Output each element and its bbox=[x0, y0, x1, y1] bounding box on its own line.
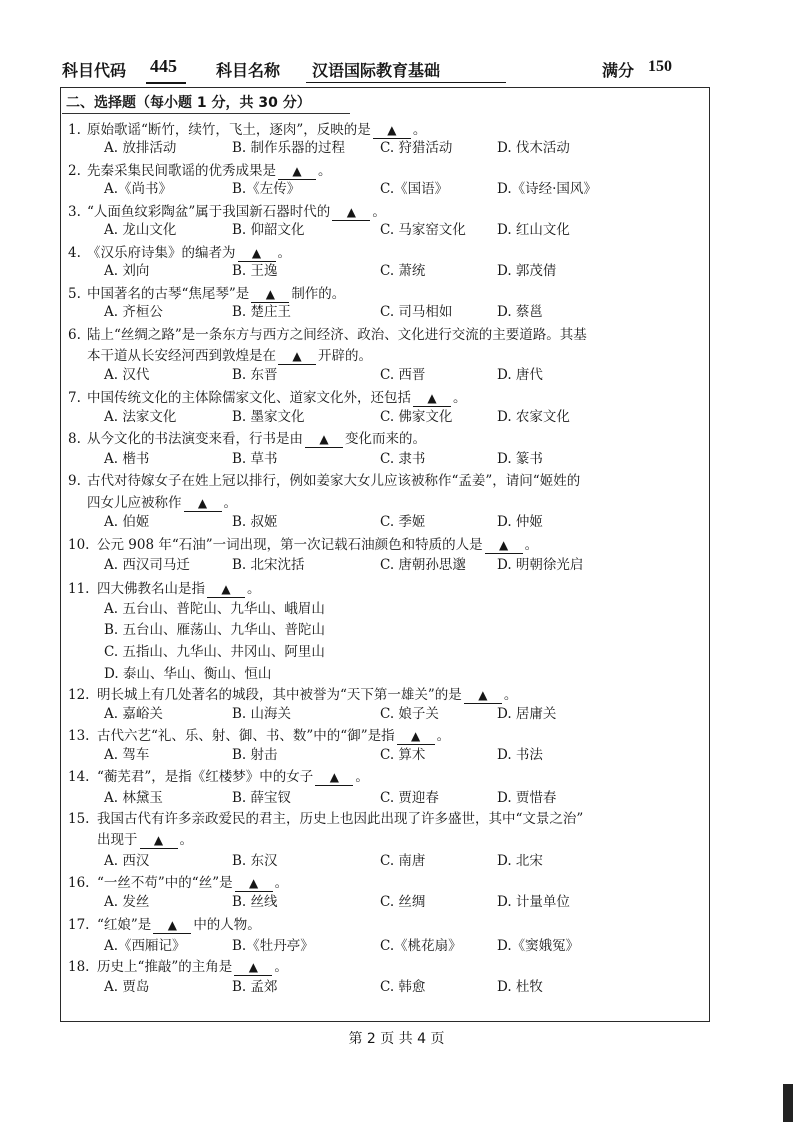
answer-option[interactable]: B. 丝线 bbox=[232, 894, 278, 910]
question-text: 从今文化的书法演变来看，行书是由 bbox=[87, 431, 303, 447]
answer-blank[interactable] bbox=[184, 495, 222, 512]
question-text-line bbox=[87, 347, 372, 365]
blank-marker-icon: ▲ bbox=[387, 123, 397, 137]
question-text-line bbox=[97, 727, 450, 745]
blank-marker-icon: ▲ bbox=[221, 582, 231, 596]
scan-edge-mark bbox=[783, 1084, 793, 1122]
section-divider bbox=[62, 113, 350, 114]
answer-option[interactable]: B. 北宋沈括 bbox=[232, 557, 305, 573]
question-text: “人面鱼纹彩陶盆”属于我国新石器时代的 bbox=[87, 204, 331, 220]
question-number: 7. bbox=[68, 390, 81, 406]
question-text-line bbox=[97, 874, 288, 892]
question-text-tail: 开辟的。 bbox=[318, 348, 372, 364]
question-text-line bbox=[87, 244, 291, 262]
question-text: 公元 908 年“石油”一词出现，第一次记载石油颜色和特质的人是 bbox=[97, 537, 483, 553]
answer-option[interactable]: B.《牡丹亭》 bbox=[232, 938, 314, 954]
question-text-tail: 。 bbox=[247, 581, 261, 597]
question-text-line bbox=[97, 916, 261, 934]
answer-blank[interactable] bbox=[153, 917, 191, 934]
answer-option[interactable]: C. 萧统 bbox=[380, 263, 426, 279]
answer-option[interactable]: C. 贾迎春 bbox=[380, 790, 439, 806]
answer-option[interactable]: D. 蔡邕 bbox=[497, 304, 543, 320]
blank-marker-icon: ▲ bbox=[292, 349, 302, 363]
answer-blank[interactable] bbox=[315, 769, 353, 786]
question-number: 2. bbox=[68, 163, 81, 179]
answer-option[interactable]: A. 汉代 bbox=[104, 367, 150, 383]
answer-blank[interactable] bbox=[305, 431, 343, 448]
question-number: 16. bbox=[68, 875, 90, 891]
answer-blank[interactable] bbox=[278, 348, 316, 365]
answer-option[interactable]: B. 仰韶文化 bbox=[232, 222, 305, 238]
answer-option[interactable]: C. 算术 bbox=[380, 747, 426, 763]
question-text-line bbox=[87, 162, 332, 180]
question-text-line bbox=[87, 285, 345, 303]
answer-option[interactable]: D. 贾惜春 bbox=[497, 790, 557, 806]
question-text: 中国传统文化的主体除儒家文化、道家文化外，还包括 bbox=[87, 390, 411, 406]
answer-option[interactable]: B. 五台山、雁荡山、九华山、普陀山 bbox=[104, 622, 326, 638]
answer-option[interactable]: C. 司马相如 bbox=[380, 304, 453, 320]
answer-option[interactable]: D. 红山文化 bbox=[497, 222, 570, 238]
question-number: 15. bbox=[68, 811, 90, 827]
subject-code: 445 bbox=[150, 56, 177, 76]
question-text-line bbox=[87, 430, 426, 448]
question-number: 14. bbox=[68, 769, 90, 785]
question-text-tail: 。 bbox=[274, 959, 288, 975]
answer-option[interactable]: D. 计量单位 bbox=[497, 894, 570, 910]
question-text-line bbox=[97, 580, 261, 598]
answer-option[interactable]: B. 射击 bbox=[232, 747, 278, 763]
question-text: 四女儿应被称作 bbox=[87, 495, 182, 511]
answer-blank[interactable] bbox=[397, 728, 435, 745]
question-text-tail: 变化而来的。 bbox=[345, 431, 426, 447]
question-text-tail: 。 bbox=[355, 769, 369, 785]
exam-header bbox=[62, 52, 702, 86]
question-text-tail: 。 bbox=[179, 832, 193, 848]
answer-option[interactable]: C. 季姬 bbox=[380, 514, 426, 530]
answer-option[interactable]: A. 西汉 bbox=[104, 853, 150, 869]
question-number: 13. bbox=[68, 728, 90, 744]
answer-option[interactable]: C. 唐朝孙思邈 bbox=[380, 557, 466, 573]
question-text: 历史上“推敲”的主角是 bbox=[97, 959, 233, 975]
question-text-line bbox=[87, 389, 467, 407]
question-text-tail: 。 bbox=[318, 163, 332, 179]
question-number: 6. bbox=[68, 327, 81, 343]
answer-option[interactable]: A. 放排活动 bbox=[104, 140, 177, 156]
subject-name-label: 科目名称 bbox=[216, 61, 281, 80]
answer-option[interactable]: D. 书法 bbox=[497, 747, 543, 763]
question-text-line bbox=[87, 121, 426, 139]
answer-option[interactable]: C. 马家窑文化 bbox=[380, 222, 466, 238]
question-text: 四大佛教名山是指 bbox=[97, 581, 205, 597]
answer-option[interactable]: B. 楚庄王 bbox=[232, 304, 292, 320]
answer-option[interactable]: A.《西厢记》 bbox=[104, 938, 186, 954]
answer-option[interactable]: B. 山海关 bbox=[232, 706, 292, 722]
blank-marker-icon: ▲ bbox=[167, 918, 177, 932]
answer-option[interactable]: C. 韩愈 bbox=[380, 979, 426, 995]
answer-option[interactable]: B. 薛宝钗 bbox=[232, 790, 292, 806]
question-text-tail: 制作的。 bbox=[291, 286, 346, 302]
answer-blank[interactable] bbox=[140, 832, 178, 849]
answer-blank[interactable] bbox=[207, 581, 245, 598]
question-text-tail: 。 bbox=[503, 687, 518, 703]
question-text-tail: 。 bbox=[412, 122, 427, 138]
answer-option[interactable]: C.《国语》 bbox=[380, 181, 449, 197]
question-text: 原始歌谣“断竹，续竹，飞土，逐肉”，反映的是 bbox=[87, 122, 371, 138]
answer-blank[interactable] bbox=[251, 286, 289, 303]
answer-option[interactable]: C. 五指山、九华山、井冈山、阿里山 bbox=[104, 644, 325, 660]
subject-name: 汉语国际教育基础 bbox=[312, 61, 441, 80]
answer-option[interactable]: D. 伐木活动 bbox=[497, 140, 570, 156]
blank-marker-icon: ▲ bbox=[478, 688, 488, 702]
answer-option[interactable]: B. 东晋 bbox=[232, 367, 278, 383]
answer-option[interactable]: B.《左传》 bbox=[232, 181, 301, 197]
answer-option[interactable]: B. 叔姬 bbox=[232, 514, 278, 530]
question-number: 8. bbox=[68, 431, 81, 447]
question-text-tail: 。 bbox=[274, 875, 289, 891]
answer-option[interactable]: D. 明朝徐光启 bbox=[497, 557, 584, 573]
answer-option[interactable]: A. 西汉司马迁 bbox=[104, 557, 190, 573]
answer-option[interactable]: B. 王逸 bbox=[232, 263, 278, 279]
question-number: 9. bbox=[68, 473, 81, 489]
subject-code-label: 科目代码 bbox=[62, 61, 127, 80]
answer-option[interactable]: A. 楷书 bbox=[104, 451, 150, 467]
question-number: 12. bbox=[68, 687, 90, 703]
section-title: 二、选择题（每小题 1 分，共 30 分） bbox=[66, 95, 311, 111]
blank-marker-icon: ▲ bbox=[153, 833, 164, 847]
answer-blank[interactable] bbox=[332, 204, 370, 221]
answer-option[interactable]: B. 东汉 bbox=[232, 853, 278, 869]
question-text-line bbox=[97, 958, 288, 976]
answer-option[interactable]: A. 伯姬 bbox=[104, 514, 150, 530]
answer-option[interactable]: C. 狩猎活动 bbox=[380, 140, 453, 156]
question-text-tail: 。 bbox=[436, 728, 451, 744]
answer-option[interactable]: B. 墨家文化 bbox=[232, 409, 305, 425]
answer-option[interactable]: A. 刘向 bbox=[104, 263, 150, 279]
question-text: 中国著名的古琴“焦尾琴”是 bbox=[87, 286, 250, 302]
answer-blank[interactable] bbox=[464, 687, 502, 704]
blank-marker-icon: ▲ bbox=[248, 960, 258, 974]
answer-option[interactable]: A. 法家文化 bbox=[104, 409, 177, 425]
answer-option[interactable]: C. 丝绸 bbox=[380, 894, 426, 910]
question-text-line bbox=[87, 203, 386, 221]
blank-marker-icon: ▲ bbox=[197, 496, 208, 510]
full-score-label: 满分 bbox=[602, 61, 635, 80]
question-text-line bbox=[87, 494, 237, 512]
answer-option[interactable]: A.《尚书》 bbox=[104, 181, 173, 197]
answer-option[interactable]: A. 林黛玉 bbox=[104, 790, 163, 806]
answer-blank[interactable] bbox=[235, 875, 273, 892]
blank-marker-icon: ▲ bbox=[427, 391, 437, 405]
blank-marker-icon: ▲ bbox=[251, 246, 262, 260]
question-text: “红娘”是 bbox=[97, 917, 152, 933]
answer-option[interactable]: A. 驾车 bbox=[104, 747, 150, 763]
answer-option[interactable]: A. 发丝 bbox=[104, 894, 150, 910]
answer-blank[interactable] bbox=[413, 390, 451, 407]
question-text-tail: 中的人物。 bbox=[193, 917, 261, 933]
answer-option[interactable]: D. 居庸关 bbox=[497, 706, 557, 722]
answer-option[interactable]: B. 制作乐器的过程 bbox=[232, 140, 346, 156]
blank-marker-icon: ▲ bbox=[410, 729, 421, 743]
answer-option[interactable]: D.《诗经·国风》 bbox=[497, 181, 597, 197]
answer-option[interactable]: C. 佛家文化 bbox=[380, 409, 453, 425]
answer-option[interactable]: D. 杜牧 bbox=[497, 979, 543, 995]
question-text: 明长城上有几处著名的城段，其中被誉为“天下第一雄关”的是 bbox=[97, 687, 462, 703]
blank-marker-icon: ▲ bbox=[248, 876, 259, 890]
answer-option[interactable]: C. 娘子关 bbox=[380, 706, 439, 722]
question-text: 古代对待嫁女子在姓上冠以排行，例如姜家大女儿应该被称作“孟姜”，请问“姬姓的 bbox=[87, 473, 581, 489]
blank-marker-icon: ▲ bbox=[329, 770, 339, 784]
question-text: “蘅芜君”，是指《红楼梦》中的女子 bbox=[97, 769, 314, 785]
question-number: 18. bbox=[68, 959, 90, 975]
answer-blank[interactable] bbox=[234, 959, 272, 976]
answer-blank[interactable] bbox=[278, 163, 316, 180]
question-text-line bbox=[97, 831, 193, 849]
full-score: 150 bbox=[648, 58, 672, 75]
blank-marker-icon: ▲ bbox=[346, 205, 356, 219]
answer-option[interactable]: D. 郭茂倩 bbox=[497, 263, 557, 279]
blank-marker-icon: ▲ bbox=[499, 538, 509, 552]
question-number: 1. bbox=[68, 122, 81, 138]
question-text: 先秦采集民间歌谣的优秀成果是 bbox=[87, 163, 276, 179]
question-text-tail: 。 bbox=[453, 390, 467, 406]
answer-blank[interactable] bbox=[373, 122, 411, 139]
answer-option[interactable]: C. 南唐 bbox=[380, 853, 426, 869]
answer-option[interactable]: D. 唐代 bbox=[497, 367, 543, 383]
subject-code-underline bbox=[146, 82, 186, 84]
question-text-tail: 。 bbox=[372, 204, 386, 220]
answer-option[interactable]: A. 五台山、普陀山、九华山、峨眉山 bbox=[104, 601, 325, 617]
answer-option[interactable]: D. 泰山、华山、衡山、恒山 bbox=[104, 666, 272, 682]
question-text: 古代六艺“礼、乐、射、御、书、数”中的“御”是指 bbox=[97, 728, 395, 744]
blank-marker-icon: ▲ bbox=[265, 287, 275, 301]
answer-option[interactable]: C. 西晋 bbox=[380, 367, 426, 383]
question-text: 出现于 bbox=[97, 832, 138, 848]
answer-option[interactable]: A. 龙山文化 bbox=[104, 222, 177, 238]
question-text-tail: 。 bbox=[277, 245, 291, 261]
question-number: 11. bbox=[68, 581, 90, 597]
answer-option[interactable]: D. 篆书 bbox=[497, 451, 543, 467]
page-footer: 第 2 页 共 4 页 bbox=[348, 1031, 445, 1047]
blank-marker-icon: ▲ bbox=[319, 432, 329, 446]
blank-marker-icon: ▲ bbox=[292, 164, 302, 178]
question-text: 陆上“丝绸之路”是一条东方与西方之间经济、政治、文化进行交流的主要道路。其基 bbox=[87, 327, 587, 343]
question-text: 本干道从长安经河西到敦煌是在 bbox=[87, 348, 276, 364]
answer-option[interactable]: A. 嘉峪关 bbox=[104, 706, 163, 722]
answer-option[interactable]: A. 贾岛 bbox=[104, 979, 150, 995]
question-number: 5. bbox=[68, 286, 81, 302]
question-text-line bbox=[97, 686, 517, 704]
answer-option[interactable]: B. 孟郊 bbox=[232, 979, 278, 995]
answer-option[interactable]: B. 草书 bbox=[232, 451, 278, 467]
question-number: 3. bbox=[68, 204, 81, 220]
question-text: “一丝不苟”中的“丝”是 bbox=[97, 875, 233, 891]
question-number: 10. bbox=[68, 537, 90, 553]
answer-option[interactable]: D. 北宋 bbox=[497, 853, 543, 869]
question-text: 我国古代有许多亲政爱民的君主，历史上也因此出现了许多盛世，其中“文景之治” bbox=[97, 811, 584, 827]
question-text-line bbox=[97, 536, 538, 554]
question-text-line bbox=[97, 768, 369, 786]
question-text: 《汉乐府诗集》的编者为 bbox=[87, 245, 236, 261]
question-text-tail: 。 bbox=[223, 495, 237, 511]
subject-name-underline bbox=[306, 82, 506, 83]
answer-option[interactable]: D.《窦娥冤》 bbox=[497, 938, 580, 954]
answer-option[interactable]: C. 隶书 bbox=[380, 451, 426, 467]
answer-option[interactable]: A. 齐桓公 bbox=[104, 304, 163, 320]
answer-option[interactable]: C.《桃花扇》 bbox=[380, 938, 462, 954]
answer-option[interactable]: D. 农家文化 bbox=[497, 409, 570, 425]
question-text-tail: 。 bbox=[524, 537, 539, 553]
answer-blank[interactable] bbox=[238, 245, 276, 262]
question-number: 17. bbox=[68, 917, 90, 933]
answer-option[interactable]: D. 仲姬 bbox=[497, 514, 543, 530]
question-number: 4. bbox=[68, 245, 81, 261]
answer-blank[interactable] bbox=[485, 537, 523, 554]
